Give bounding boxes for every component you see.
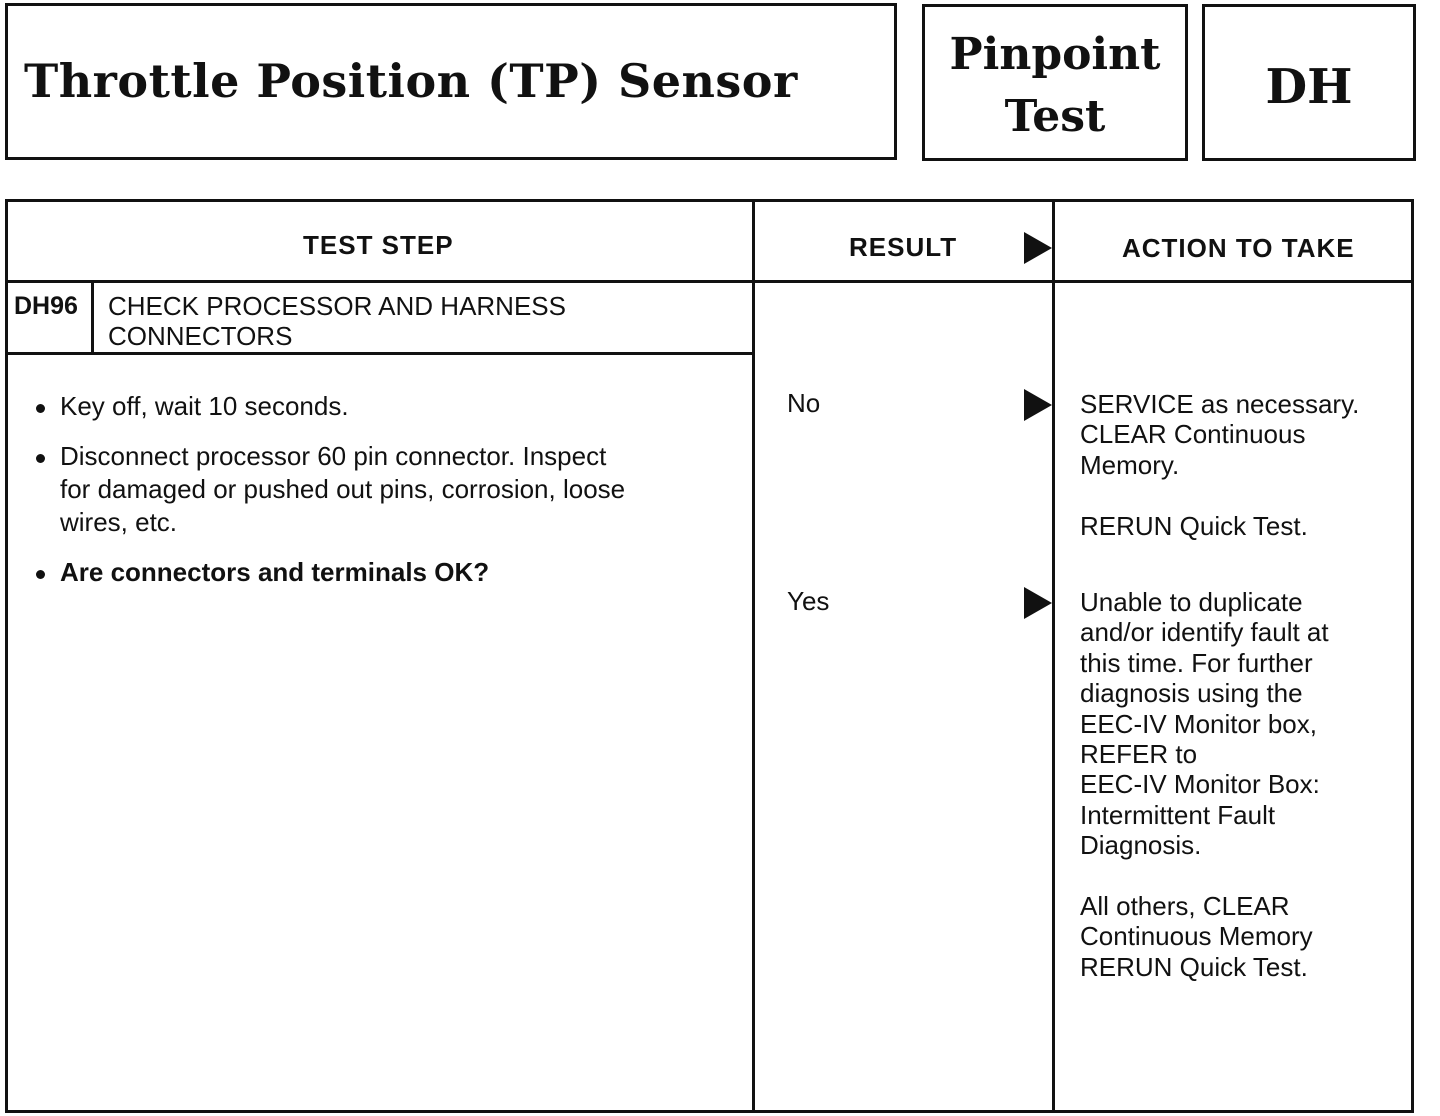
bullet-dot <box>36 404 45 413</box>
header-arrow-icon <box>1024 232 1052 264</box>
action-yes-line: All others, CLEAR <box>1080 891 1290 921</box>
action-yes-line: EEC-IV Monitor Box: <box>1080 769 1320 800</box>
action-yes-line: RERUN Quick Test. <box>1080 951 1308 982</box>
action-yes-line: EEC-IV Monitor box, <box>1080 708 1317 739</box>
action-no-line: RERUN Quick Test. <box>1080 510 1308 541</box>
header-action: ACTION TO TAKE <box>1122 233 1355 263</box>
action-yes-line: Continuous Memory <box>1080 921 1313 952</box>
bullet-dot <box>36 570 45 579</box>
header-rule <box>8 280 1414 283</box>
step-title-line2: CONNECTORS <box>108 321 293 351</box>
bullet-dot <box>36 454 45 463</box>
action-yes-line: and/or identify fault at <box>1080 617 1329 648</box>
action-yes-line: Unable to duplicate <box>1080 587 1303 617</box>
question: Are connectors and terminals OK? <box>60 557 490 587</box>
step-id: DH96 <box>14 292 78 320</box>
pinpoint-label: Pinpoint <box>949 29 1161 80</box>
result-no-arrow-icon <box>1024 389 1052 421</box>
divider-result <box>752 202 755 1113</box>
result-no: No <box>787 388 821 418</box>
header-result: RESULT <box>849 232 958 262</box>
action-no-line: CLEAR Continuous <box>1080 419 1306 450</box>
result-yes: Yes <box>787 586 830 616</box>
test-table <box>5 199 1414 1113</box>
instruction-1: Key off, wait 10 seconds. <box>60 391 349 421</box>
divider-action <box>1052 202 1055 1113</box>
action-yes-line: this time. For further <box>1080 647 1313 678</box>
test-code-box <box>1202 4 1416 161</box>
action-yes-line: Intermittent Fault <box>1080 799 1276 830</box>
result-yes-arrow-icon <box>1024 587 1052 619</box>
instruction-2-line1: Disconnect processor 60 pin connector. Inspect <box>60 441 607 471</box>
action-no-line: SERVICE as necessary. <box>1080 389 1360 419</box>
action-yes-line: diagnosis using the <box>1080 678 1303 709</box>
action-yes-line: Diagnosis. <box>1080 830 1202 861</box>
test-code: DH <box>1265 59 1353 115</box>
title-box <box>5 3 897 160</box>
step-title-rule <box>8 352 754 355</box>
test-label: Test <box>1004 91 1106 142</box>
instruction-2-line2: for damaged or pushed out pins, corrosion, loose <box>60 474 626 504</box>
step-id-divider <box>91 280 94 354</box>
instruction-2-line3: wires, etc. <box>60 507 178 537</box>
action-no-line: Memory. <box>1080 449 1180 480</box>
page-title: Throttle Position (TP) Sensor <box>24 54 798 108</box>
step-title-line1: CHECK PROCESSOR AND HARNESS <box>108 291 566 321</box>
header-test-step: TEST STEP <box>303 230 454 260</box>
pinpoint-test-box <box>922 4 1188 161</box>
action-yes-line: REFER to <box>1080 739 1198 769</box>
